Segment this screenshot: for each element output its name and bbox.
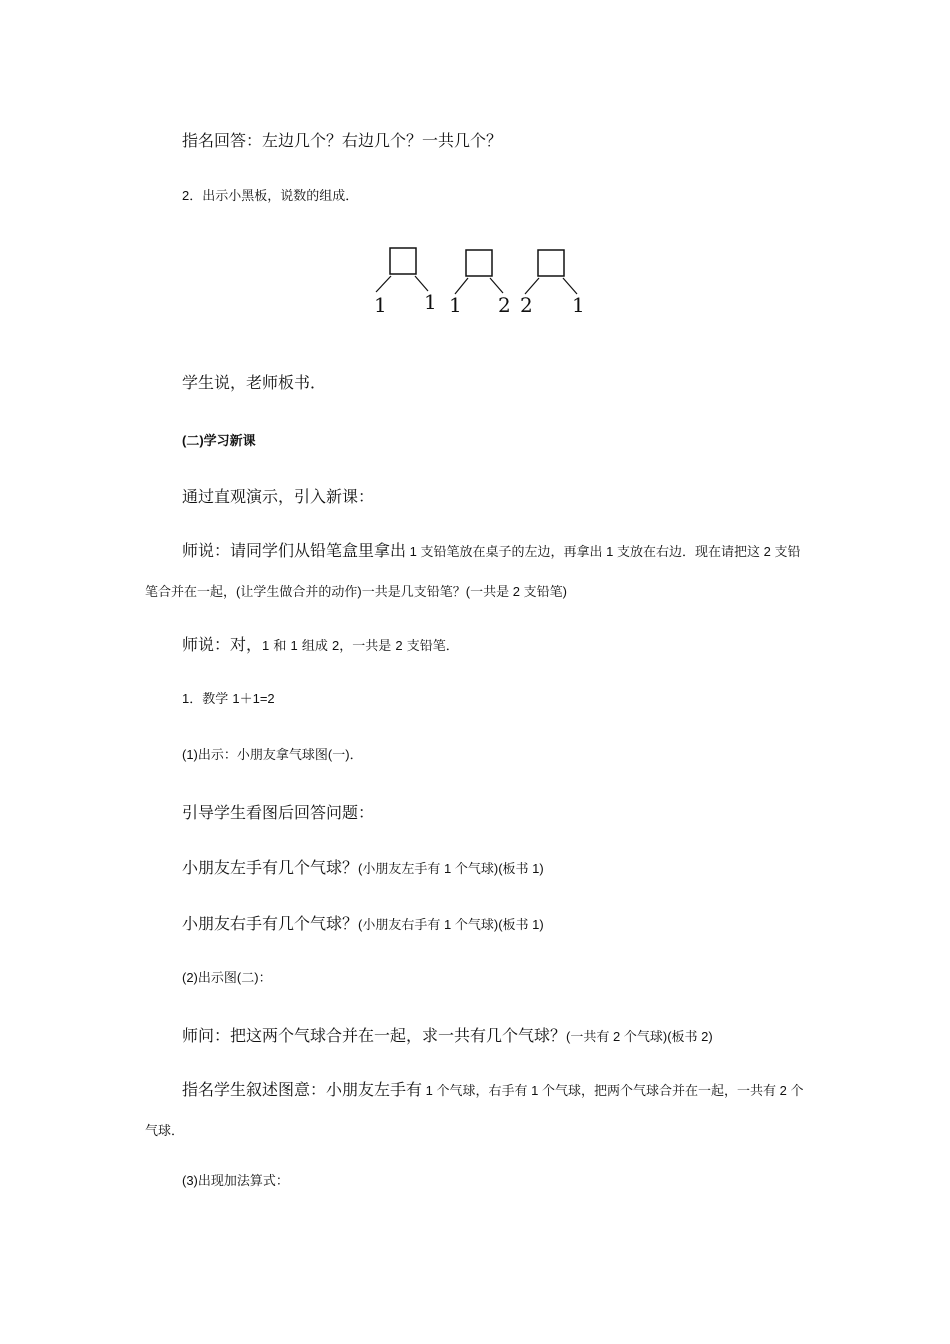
step-number: 2 — [182, 188, 190, 203]
text-run: ，一共是 — [339, 639, 396, 654]
text-run: 一 — [332, 748, 346, 763]
text-run: 小朋友左手有 — [362, 862, 441, 877]
blank-box — [390, 248, 416, 274]
number-run: 2 — [395, 638, 403, 653]
number-run: 1 — [290, 638, 298, 653]
text-run: 支铅笔放在桌子的左边，再拿出 — [420, 545, 603, 560]
text-run: 师说：请同学们从铅笔盒里拿出 — [182, 541, 407, 560]
branch-line-right — [415, 276, 428, 291]
text-run: 板书 — [502, 918, 529, 933]
student-narration-paragraph — [145, 1071, 810, 1151]
number-run: 1) — [528, 861, 544, 876]
text-run: 师问：把这两个气球合并在一起，求一共有几个气球？ — [182, 1026, 567, 1045]
student-says-line: 学生说，老师板书． — [182, 373, 327, 392]
paren: ( — [358, 861, 363, 876]
paren: )( — [493, 917, 503, 932]
paren: ( — [465, 584, 471, 599]
text-run: 支铅笔． — [402, 639, 459, 654]
composition-group-3 — [520, 250, 585, 317]
text-run: ： — [258, 971, 272, 986]
left-part: 1 — [374, 293, 387, 317]
blank-box — [538, 250, 564, 276]
left-part: 2 — [520, 293, 533, 317]
paren: )( — [662, 1029, 672, 1044]
show-picture-1-line — [182, 744, 363, 763]
equation: 1＋1=2 — [232, 691, 275, 706]
paren: ( — [327, 747, 333, 762]
paren: ) — [345, 747, 350, 762]
text-run: 让学生做合并的动作 — [240, 585, 358, 600]
text-run: 个气球 — [454, 918, 494, 933]
number-run: 1 — [602, 544, 617, 559]
branch-line-left — [455, 278, 468, 294]
blank-box — [466, 250, 492, 276]
section-heading: (二)学习新课 — [182, 433, 256, 448]
text-run: 小朋友左手有几个气球？ — [182, 858, 359, 877]
branch-line-right — [563, 278, 577, 294]
text-run: 支铅笔合并在一起， — [145, 545, 801, 600]
text-run: 板书 — [671, 1030, 698, 1045]
branch-line-left — [376, 276, 391, 292]
intro-line: 通过直观演示，引入新课： — [182, 487, 375, 506]
number-run: 1 — [440, 861, 455, 876]
paren: ( — [236, 970, 242, 985]
number-run: 2 — [509, 584, 524, 599]
item-number: (3) — [182, 1173, 198, 1188]
text-run: 个气球 — [623, 1030, 663, 1045]
teacher-instruction-paragraph — [145, 532, 810, 612]
number-run: 2) — [697, 1029, 713, 1044]
number-run: 2 — [775, 1083, 791, 1098]
text-run: 出示图 — [197, 971, 237, 986]
step-text: ．出示小黑板，说数的组成． — [189, 189, 359, 204]
composition-group-2 — [449, 250, 511, 317]
text-run: 个气球，把两个气球合并在一起，一共有 — [541, 1084, 776, 1099]
paren: ) — [562, 584, 567, 599]
paren: ( — [566, 1029, 571, 1044]
text-run: 个气球，右手有 — [436, 1084, 528, 1099]
text-run: 师说：对， — [182, 635, 263, 654]
number-run: 2 — [609, 1029, 624, 1044]
right-part: 2 — [498, 293, 511, 317]
text-run: 和 — [269, 639, 291, 654]
number-run: 1 — [422, 1083, 437, 1098]
text-run: 二 — [241, 971, 255, 986]
text-run: 一共是几支铅笔？ — [361, 585, 466, 600]
left-part: 1 — [449, 293, 462, 317]
paren: ( — [236, 584, 241, 599]
number-run: 1 — [527, 1083, 542, 1098]
number-run: 1 — [406, 544, 421, 559]
question-line: 指名回答：左边几个？右边几个？一共几个？ — [182, 131, 503, 150]
text-run: ． — [349, 748, 363, 763]
number-run: 1 — [440, 917, 455, 932]
number-run: 2 — [332, 638, 340, 653]
text-run: 出示：小朋友拿气球图 — [197, 748, 328, 763]
paren: )( — [493, 861, 503, 876]
step-2-line — [182, 185, 358, 204]
text-run: 一共有 — [570, 1030, 610, 1045]
text-run: 支铅笔 — [523, 585, 563, 600]
paren: ) — [357, 584, 362, 599]
item-number: (2) — [182, 970, 198, 985]
text-run: 小朋友右手有几个气球？ — [182, 914, 359, 933]
addition-formula-line — [182, 1170, 289, 1189]
right-hand-question — [182, 911, 544, 934]
text-run: 个气球 — [454, 862, 494, 877]
branch-line-right — [490, 278, 503, 293]
branch-line-left — [525, 278, 539, 294]
text-run: 出现加法算式： — [197, 1174, 289, 1189]
text-run: 一共是 — [470, 585, 510, 600]
number-run: 1 — [262, 638, 270, 653]
text-run: 组成 — [297, 639, 333, 654]
teacher-asks-line — [182, 1023, 713, 1046]
left-hand-question — [182, 855, 544, 878]
text-run: 小朋友右手有 — [362, 918, 441, 933]
item-number: (1) — [182, 747, 198, 762]
number-run: 2 — [759, 544, 775, 559]
number-run: 1) — [528, 917, 544, 932]
right-part: 1 — [424, 290, 437, 314]
teaching-step-1 — [182, 688, 275, 707]
teacher-confirm-line — [182, 632, 459, 655]
text-run: 支放在右边．现在请把这 — [616, 545, 760, 560]
composition-group-1 — [374, 248, 437, 317]
show-picture-2-line — [182, 967, 272, 986]
paren: ( — [358, 917, 363, 932]
step-number: 1 — [182, 691, 190, 706]
text-run: 个气球． — [145, 1084, 804, 1139]
guide-students-line: 引导学生看图后回答问题： — [182, 803, 375, 822]
number-composition-diagram — [360, 242, 600, 322]
text-run: 板书 — [502, 862, 529, 877]
text-run: 指名学生叙述图意：小朋友左手有 — [182, 1080, 423, 1099]
paren: ) — [254, 970, 259, 985]
text-run: ．教学 — [189, 692, 233, 707]
right-part: 1 — [572, 293, 585, 317]
